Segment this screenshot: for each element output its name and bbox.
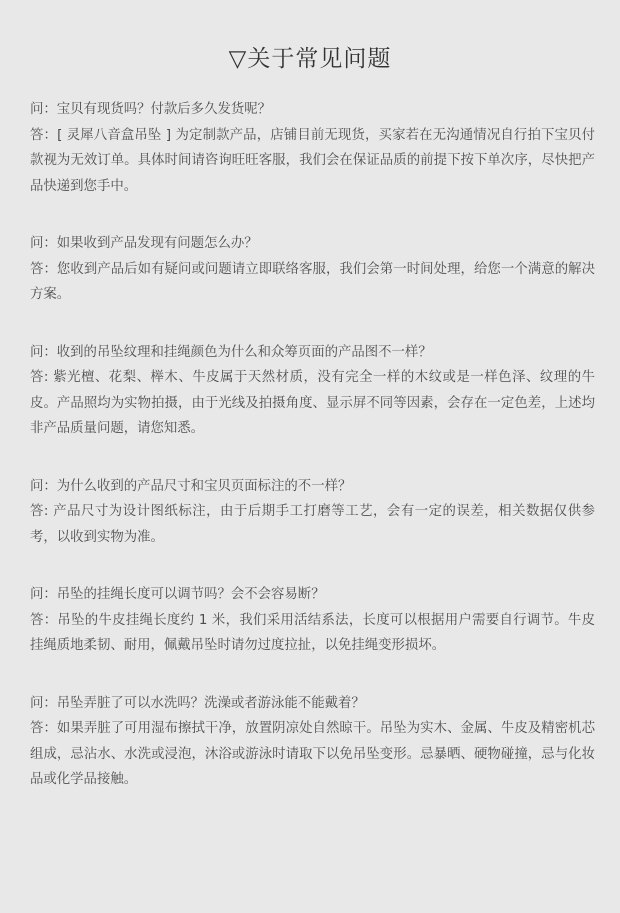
faq-item — [30, 474, 595, 551]
faq-answer: 答：您收到产品后如有疑问或问题请立即联络客服，我们会第一时间处理，给您一个满意的解决方案。 — [30, 261, 595, 302]
faq-question: 问：收到的吊坠纹理和挂绳颜色为什么和众筹页面的产品图不一样？ — [30, 344, 432, 360]
faq-answer: 答: 产品尺寸为设计图纸标注，由于后期手工打磨等工艺，会有一定的误差，相关数据仅供参考，以收到实物为准。 — [30, 504, 595, 545]
faq-item — [30, 340, 595, 442]
faq-question: 问：为什么收到的产品尺寸和宝贝页面标注的不一样？ — [30, 478, 352, 494]
faq-question: 问：宝贝有现货吗？付款后多久发货呢？ — [30, 102, 272, 117]
faq-list — [30, 97, 595, 825]
faq-item — [30, 691, 595, 793]
faq-question: 问：吊坠的挂绳长度可以调节吗？会不会容易断？ — [30, 587, 325, 602]
page-title: ▽关于常见问题 — [228, 46, 392, 72]
faq-question: 问：如果收到产品发现有问题怎么办？ — [30, 236, 258, 251]
faq-answer: 答：如果弄脏了可用湿布擦拭干净，放置阴凉处自然晾干。吊坠为实木、金属、牛皮及精密机芯组成，忌沾水、水洗或浸泡，沐浴或游泳时请取下以免吊坠变形。忌暴晒、硬物碰撞，忌与化妆品或化学品接触。 — [30, 721, 595, 787]
faq-answer: 答：吊坠的牛皮挂绳长度约 1 米，我们采用活结系法，长度可以根据用户需要自行调节。牛皮挂绳质地柔韧、耐用，佩戴吊坠时请勿过度拉扯，以免挂绳变形损坏。 — [30, 612, 595, 653]
faq-question: 问：吊坠弄脏了可以水洗吗？洗澡或者游泳能不能戴着？ — [30, 695, 365, 711]
faq-item — [30, 231, 595, 308]
faq-answer: 答：[ 灵犀八音盒吊坠 ] 为定制款产品，店铺目前无现货，买家若在无沟通情况自行拍下宝贝付款视为无效订单。具体时间请咨询旺旺客服，我们会在保证品质的前提下按下单次序，尽快把产品快递到您手中。 — [30, 127, 595, 194]
faq-item — [30, 97, 595, 199]
faq-item — [30, 582, 595, 659]
faq-answer: 答: 紫光檀、花梨、榉木、牛皮属于天然材质，没有完全一样的木纹或是一样色泽、纹理的牛皮。产品照均为实物拍摄，由于光线及拍摄角度、显示屏不同等因素，会存在一定色差，上述均非产品质量问题，请您知悉。 — [30, 370, 595, 436]
